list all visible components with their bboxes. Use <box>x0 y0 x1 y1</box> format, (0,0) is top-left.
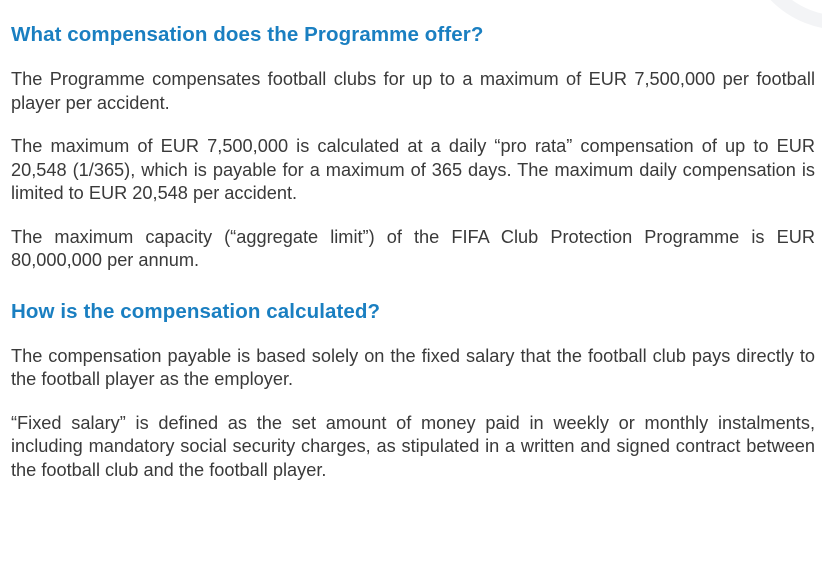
section-heading-compensation-offer: What compensation does the Programme offer? <box>11 23 484 46</box>
section-heading-compensation-calculation: How is the compensation calculated? <box>11 299 381 323</box>
paragraph-daily-pro-rata: The maximum of EUR 7,500,000 is calculated at a daily “pro rata” compensation of up to EUR 20,548 (1/365), which is payable for a maximum of 365 days. The maximum daily compensation is limited to EUR 20,548 per accident. <box>11 136 815 203</box>
paragraph-fixed-salary-basis: The compensation payable is based solely on the fixed salary that the football club pays directly to the football player as the employer. <box>11 345 815 389</box>
paragraph-max-compensation: The Programme compensates football clubs for up to a maximum of EUR 7,500,000 per football player per accident. <box>11 69 815 113</box>
paragraph-aggregate-limit: The maximum capacity (“aggregate limit”) of the FIFA Club Protection Programme is EUR 80,000,000 per annum. <box>11 226 815 270</box>
document-body <box>11 20 815 482</box>
paragraph-fixed-salary-definition: “Fixed salary” is defined as the set amount of money paid in weekly or monthly instalments, including mandatory social security charges, as stipulated in a written and signed contract between the football club and the football player. <box>11 412 815 480</box>
